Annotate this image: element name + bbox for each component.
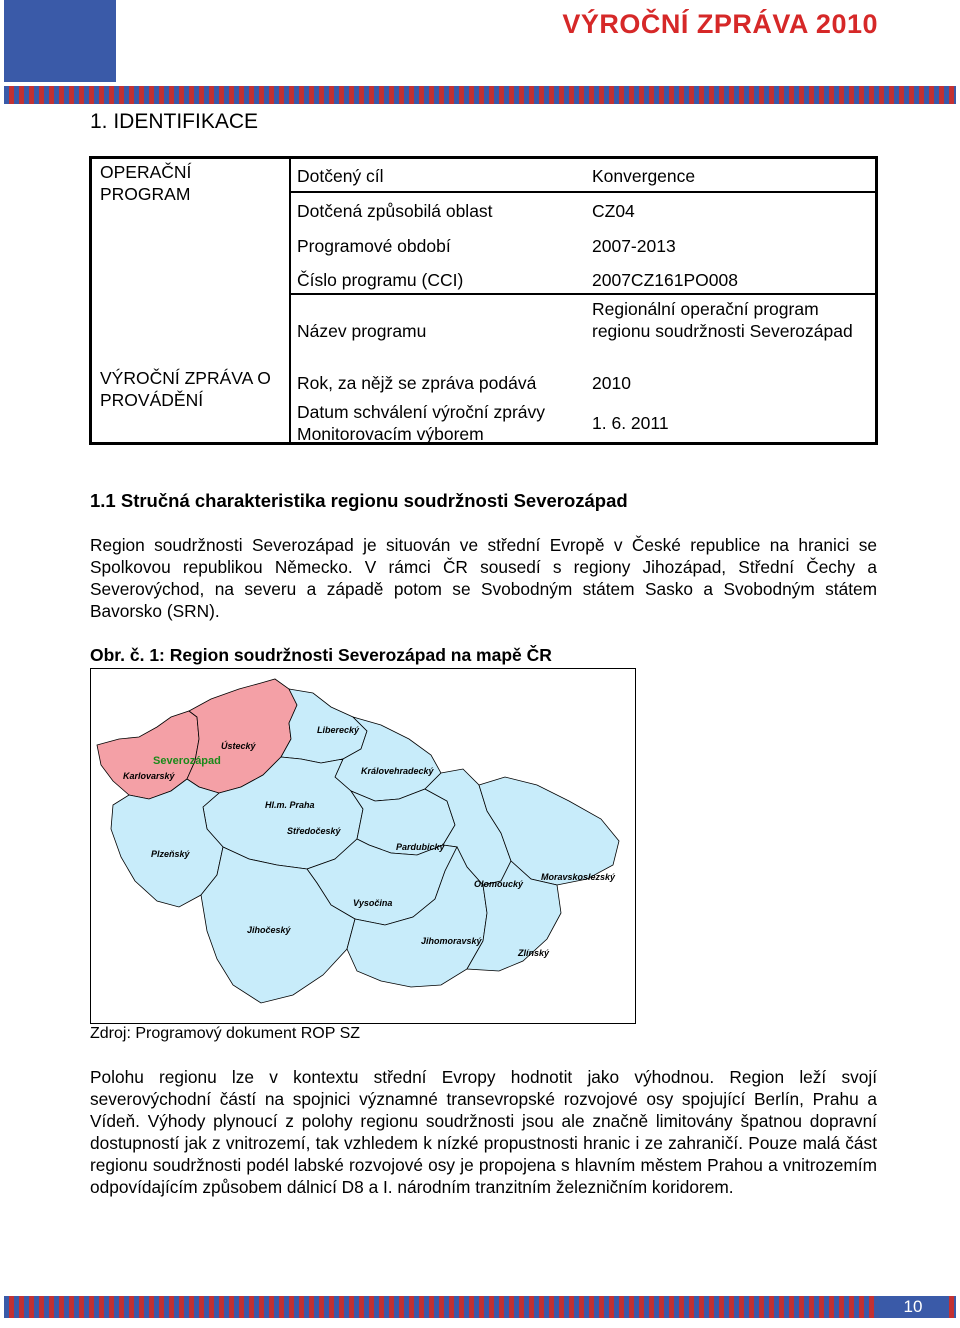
row-label: Rok, za nějž se zpráva podává [297, 373, 537, 393]
label-stredocesky: Středočeský [287, 826, 341, 836]
label-pardubicky: Pardubický [396, 842, 445, 852]
header-stripe [4, 86, 956, 104]
label-vysocina: Vysočina [353, 898, 393, 908]
identification-table [89, 156, 878, 445]
subsection-heading: 1.1 Stručná charakteristika regionu soudržnosti Severozápad [90, 490, 628, 511]
label-kralovehradecky: Královehradecký [361, 766, 434, 776]
page-number: 10 [878, 1296, 948, 1318]
czech-map [90, 668, 636, 1024]
row-label: Číslo programu (CCI) [297, 270, 464, 290]
label-liberecky: Liberecký [317, 725, 360, 735]
row-value: 2007-2013 [592, 236, 676, 256]
program-label: OPERAČNÍ PROGRAM [100, 162, 192, 204]
row-value: Konvergence [592, 166, 696, 186]
label-plzensky: Plzeňský [151, 849, 190, 859]
report-title: VÝROČNÍ ZPRÁVA 2010 [562, 9, 878, 39]
row-value: CZ04 [592, 201, 635, 221]
figure-caption: Obr. č. 1: Region soudržnosti Severozápad na mapě ČR [90, 645, 552, 665]
row-value: 2007CZ161PO008 [592, 270, 738, 290]
row-value: 1. 6. 2011 [592, 413, 669, 433]
label-olomoucky: Olomoucký [474, 879, 524, 889]
map-svg [91, 669, 635, 1023]
row-label: Dotčená způsobilá oblast [297, 201, 493, 221]
header-blue-block [4, 0, 116, 82]
label-karlovarsky: Karlovarský [123, 771, 175, 781]
row-label: Programové období [297, 236, 451, 256]
row-label: Dotčený cíl [297, 166, 384, 186]
paragraph-location: Polohu regionu lze v kontextu střední Evropy hodnotit jako výhodnou. Region leží svojí severovýchodní částí na spojnici významné transevropské rozvojové osy spojující Berlín, Prahu a Vídeň. Výhody plynoucí z polohy regionu soudržnosti jsou ale značně limitovány špatnou dopravní dostupností jak z vnitrozemí, tak vzhledem k nízké propustnosti hranic i ze zahraničí. Pouze malá část regionu soudržnosti podél labské rozvojové osy je propojena s hlavním městem Prahou a vnitrozemím odpovídajícím způsobem dálnicí D8 a I. národním tranzitním železničním koridorem. [90, 1067, 877, 1197]
figure-source: Zdroj: Programový dokument ROP SZ [90, 1025, 361, 1042]
row-value: Regionální operační program regionu soudržnosti Severozápad [592, 299, 853, 341]
footer-stripe [4, 1296, 956, 1318]
region-plzensky [111, 779, 223, 907]
row-value: 2010 [592, 373, 631, 393]
label-jihocesky: Jihočeský [247, 925, 291, 935]
paragraph-intro: Region soudržnosti Severozápad je situován ve střední Evropě v České republice na hranici se Spolkovou republikou Německo. V rámci ČR sousedí s regiony Jihozápad, Střední Čechy a Severovýchod, na severu a západě potom se Svobodným státem Sasko a Svobodným státem Bavorsko (SRN). [90, 535, 877, 621]
section-heading: 1. IDENTIFIKACE [90, 110, 259, 133]
label-jihomoravsky: Jihomoravský [421, 936, 482, 946]
label-severozapad: Severozápad [153, 755, 221, 767]
label-moravskoslezsky: Moravskoslezský [541, 872, 616, 882]
row-label: Datum schválení výroční zprávy Monitorovacím výborem [297, 402, 546, 444]
row-label: Název programu [297, 321, 427, 341]
label-zlinsky: Zlínský [518, 948, 550, 958]
report-label: VÝROČNÍ ZPRÁVA O PROVÁDĚNÍ [100, 368, 271, 410]
label-ustecky: Ústecký [221, 741, 256, 751]
label-praha: Hl.m. Praha [265, 800, 315, 810]
